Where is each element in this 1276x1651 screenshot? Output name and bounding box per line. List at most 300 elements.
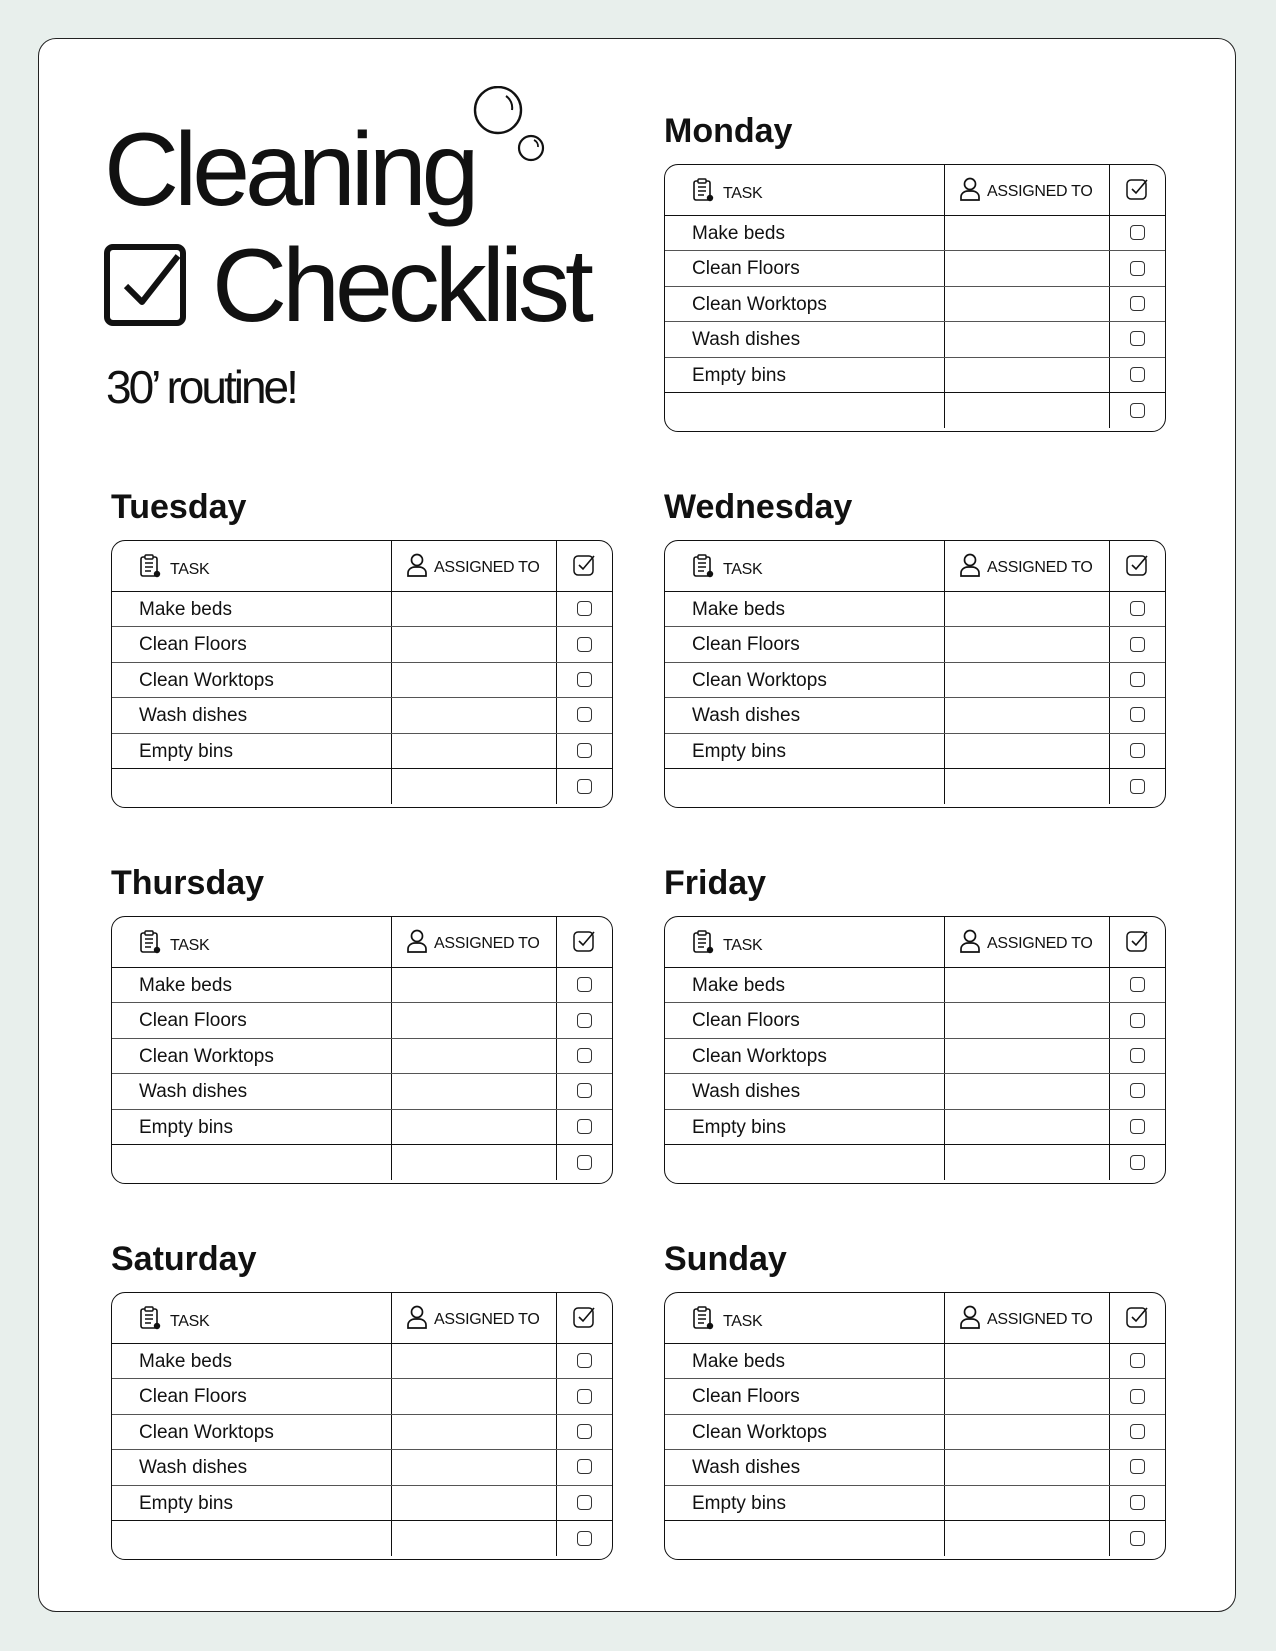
table-row [112,1450,612,1485]
task-table-monday [664,164,1166,432]
task-cell [665,358,945,392]
task-header-label: TASK [723,185,763,202]
done-checkbox[interactable] [1130,403,1145,418]
table-row [665,592,1165,627]
done-checkbox[interactable] [1130,331,1145,346]
table-row [665,1415,1165,1450]
table-row [665,251,1165,286]
day-title-tuesday: Tuesday [111,488,247,526]
clipboard-list-icon [691,553,715,579]
day-section-monday [664,112,1166,432]
task-cell [665,663,945,697]
task-cell [665,1074,945,1108]
task-label: Wash dishes [692,329,801,351]
done-checkbox[interactable] [1130,1389,1145,1404]
table-row [665,698,1165,733]
task-table-friday [664,916,1166,1184]
table-header [112,541,612,592]
done-cell [557,592,612,626]
task-cell [112,1521,392,1556]
task-label: Wash dishes [139,1081,248,1103]
day-section-friday [664,864,1166,1184]
done-checkbox[interactable] [1130,1155,1145,1170]
task-cell [665,1039,945,1073]
done-checkbox[interactable] [1130,1048,1145,1063]
task-label: Clean Floors [139,1010,247,1032]
done-cell [557,1415,612,1449]
assigned-to-cell[interactable] [945,216,1110,250]
task-cell [665,1379,945,1413]
task-label: Make beds [139,975,232,996]
table-row [665,1344,1165,1379]
assigned-to-cell[interactable] [945,251,1110,285]
check-square-icon [1126,1306,1148,1328]
task-table-thursday [111,916,613,1184]
task-label: Wash dishes [692,705,801,727]
day-title-friday: Friday [664,864,767,902]
title-line-2: Checklist [212,228,589,344]
assigned-to-cell[interactable] [945,627,1110,661]
task-header [665,541,945,591]
done-cell [1110,393,1165,428]
done-cell [1110,251,1165,285]
day-title-thursday: Thursday [111,864,265,902]
done-checkbox[interactable] [577,1048,592,1063]
task-cell [665,1344,945,1378]
table-row [112,1344,612,1379]
day-title-sunday: Sunday [664,1240,787,1278]
task-cell [665,592,945,626]
done-cell [557,627,612,661]
task-header [112,541,392,591]
assigned-to-cell[interactable] [945,698,1110,732]
task-label: Empty bins [692,364,786,386]
task-cell [112,1145,392,1180]
assigned-to-cell[interactable] [392,1110,557,1144]
task-header [112,1293,392,1343]
done-cell [1110,592,1165,626]
done-cell [1110,1521,1165,1556]
assigned-to-cell[interactable] [392,627,557,661]
done-cell [557,698,612,732]
day-title-monday: Monday [664,112,793,150]
assigned-to-cell[interactable] [945,1415,1110,1449]
done-checkbox[interactable] [1130,637,1145,652]
done-checkbox[interactable] [577,672,592,687]
assigned-header-label: ASSIGNED TO [434,1311,540,1328]
task-label: Make beds [692,975,785,996]
user-icon [959,553,981,577]
task-label: Clean Worktops [692,669,827,691]
assigned-to-cell[interactable] [392,592,557,626]
done-checkbox[interactable] [1130,1531,1145,1546]
table-header [112,917,612,968]
assigned-to-cell[interactable] [392,1039,557,1073]
done-cell [557,1003,612,1037]
table-row [665,1039,1165,1074]
task-table-sunday [664,1292,1166,1560]
table-row [112,1145,612,1180]
assigned-header-label: ASSIGNED TO [987,559,1093,576]
task-cell [112,1110,392,1144]
day-section-sunday [664,1240,1166,1560]
table-row [665,734,1165,769]
task-label: Empty bins [692,740,786,762]
done-checkbox[interactable] [577,1013,592,1028]
done-cell [557,1486,612,1520]
done-checkbox[interactable] [1130,779,1145,794]
task-label: Make beds [692,1351,785,1372]
assigned-to-cell[interactable] [392,1486,557,1520]
task-cell [665,393,945,428]
task-label: Wash dishes [692,1081,801,1103]
task-header-label: TASK [723,937,763,954]
day-title-saturday: Saturday [111,1240,257,1278]
check-square-icon [573,1306,595,1328]
task-label: Clean Worktops [692,1421,827,1443]
task-cell [665,1003,945,1037]
clipboard-list-icon [138,553,162,579]
assigned-to-cell[interactable] [945,734,1110,768]
done-cell [1110,322,1165,356]
check-square-icon [1126,930,1148,952]
done-checkbox[interactable] [577,743,592,758]
task-header [665,1293,945,1343]
table-row [112,968,612,1003]
done-cell [1110,663,1165,697]
assigned-header-label: ASSIGNED TO [987,935,1093,952]
task-cell [112,1003,392,1037]
done-checkbox[interactable] [1130,1119,1145,1134]
done-cell [557,1450,612,1484]
done-header [557,1293,612,1343]
clipboard-list-icon [138,929,162,955]
task-cell [112,769,392,804]
done-cell [1110,627,1165,661]
done-cell [1110,1415,1165,1449]
day-section-wednesday [664,488,1166,808]
task-label: Clean Floors [139,634,247,656]
user-icon [406,553,428,577]
assigned-to-cell[interactable] [945,663,1110,697]
task-table-tuesday [111,540,613,808]
task-table-wednesday [664,540,1166,808]
assigned-to-cell[interactable] [945,1486,1110,1520]
assigned-header-label: ASSIGNED TO [434,559,540,576]
done-header [1110,541,1165,591]
done-cell [1110,1003,1165,1037]
task-cell [112,968,392,1002]
assigned-to-cell[interactable] [945,968,1110,1002]
day-section-saturday [111,1240,613,1560]
task-label: Wash dishes [139,1457,248,1479]
table-header [665,1293,1165,1344]
task-label: Clean Floors [692,1386,800,1408]
done-checkbox[interactable] [577,601,592,616]
assigned-to-cell[interactable] [945,322,1110,356]
assigned-to-cell[interactable] [392,1003,557,1037]
assigned-to-cell[interactable] [945,1145,1110,1180]
assigned-to-cell[interactable] [392,1415,557,1449]
table-row [112,698,612,733]
done-checkbox[interactable] [1130,296,1145,311]
user-icon [959,929,981,953]
clipboard-list-icon [138,1305,162,1331]
table-row [112,1521,612,1556]
table-row [665,1145,1165,1180]
task-cell [665,216,945,250]
done-checkbox[interactable] [1130,1083,1145,1098]
task-cell [112,1074,392,1108]
task-label: Wash dishes [139,705,248,727]
assigned-to-cell[interactable] [392,1379,557,1413]
assigned-to-cell[interactable] [392,1145,557,1180]
table-row [112,1415,612,1450]
check-square-icon [104,244,188,328]
task-label: Clean Worktops [139,669,274,691]
assigned-header-label: ASSIGNED TO [987,183,1093,200]
task-label: Clean Floors [692,1010,800,1032]
done-header [557,917,612,967]
done-cell [557,1110,612,1144]
table-row [112,734,612,769]
done-cell [1110,769,1165,804]
assigned-to-cell[interactable] [945,1450,1110,1484]
assigned-to-cell[interactable] [945,1074,1110,1108]
assigned-header-label: ASSIGNED TO [434,935,540,952]
table-row [112,1039,612,1074]
done-checkbox[interactable] [1130,743,1145,758]
table-row [665,1003,1165,1038]
assigned-header [945,917,1110,967]
table-row [665,627,1165,662]
table-row [665,1110,1165,1145]
assigned-to-cell[interactable] [392,968,557,1002]
task-cell [665,698,945,732]
done-checkbox[interactable] [577,1495,592,1510]
done-cell [1110,698,1165,732]
task-cell [665,322,945,356]
task-label: Empty bins [692,1492,786,1514]
done-cell [1110,968,1165,1002]
title-line-1: Cleaning [104,112,475,228]
done-checkbox[interactable] [577,1459,592,1474]
user-icon [406,929,428,953]
done-checkbox[interactable] [577,1389,592,1404]
task-label: Make beds [692,223,785,244]
table-row [665,287,1165,322]
done-header [1110,165,1165,215]
task-label: Clean Floors [139,1386,247,1408]
done-checkbox[interactable] [577,1119,592,1134]
done-checkbox[interactable] [1130,1459,1145,1474]
task-cell [112,1450,392,1484]
task-label: Wash dishes [692,1457,801,1479]
done-checkbox[interactable] [577,1155,592,1170]
done-checkbox[interactable] [1130,261,1145,276]
table-row [665,1450,1165,1485]
task-label: Clean Floors [692,258,800,280]
user-icon [959,1305,981,1329]
task-cell [665,287,945,321]
task-cell [112,1039,392,1073]
task-label: Make beds [692,599,785,620]
assigned-to-cell[interactable] [392,1074,557,1108]
task-label: Empty bins [139,1492,233,1514]
task-label: Clean Worktops [139,1045,274,1067]
done-cell [1110,1039,1165,1073]
assigned-to-cell[interactable] [392,1450,557,1484]
task-label: Clean Worktops [692,293,827,315]
done-checkbox[interactable] [1130,1013,1145,1028]
day-section-tuesday [111,488,613,808]
clipboard-list-icon [691,177,715,203]
assigned-to-cell[interactable] [945,1110,1110,1144]
assigned-header [392,1293,557,1343]
done-cell [557,1074,612,1108]
task-label: Make beds [139,599,232,620]
assigned-to-cell[interactable] [945,1521,1110,1556]
table-row [665,393,1165,428]
assigned-to-cell[interactable] [392,1344,557,1378]
assigned-to-cell[interactable] [945,1003,1110,1037]
done-checkbox[interactable] [1130,601,1145,616]
done-header [1110,1293,1165,1343]
assigned-to-cell[interactable] [392,734,557,768]
task-header-label: TASK [723,561,763,578]
done-cell [1110,1450,1165,1484]
done-checkbox[interactable] [1130,707,1145,722]
task-cell [112,1344,392,1378]
table-row [112,1003,612,1038]
done-checkbox[interactable] [577,1531,592,1546]
done-header [557,541,612,591]
assigned-to-cell[interactable] [945,358,1110,392]
task-cell [112,663,392,697]
assigned-header [392,917,557,967]
done-checkbox[interactable] [1130,367,1145,382]
assigned-to-cell[interactable] [945,1039,1110,1073]
task-cell [665,251,945,285]
task-cell [665,1415,945,1449]
assigned-to-cell[interactable] [945,393,1110,428]
done-checkbox[interactable] [577,977,592,992]
task-cell [112,1486,392,1520]
assigned-to-cell[interactable] [392,1521,557,1556]
assigned-to-cell[interactable] [945,592,1110,626]
assigned-header [945,541,1110,591]
done-checkbox[interactable] [1130,1495,1145,1510]
done-cell [1110,216,1165,250]
task-cell [665,968,945,1002]
assigned-to-cell[interactable] [945,1344,1110,1378]
table-row [665,216,1165,251]
table-header [665,165,1165,216]
task-cell [665,1486,945,1520]
done-checkbox[interactable] [1130,1353,1145,1368]
done-checkbox[interactable] [1130,1424,1145,1439]
done-checkbox[interactable] [577,779,592,794]
table-header [112,1293,612,1344]
day-title-wednesday: Wednesday [664,488,853,526]
table-row [665,1486,1165,1521]
table-row [665,358,1165,393]
done-checkbox[interactable] [1130,977,1145,992]
task-label: Make beds [139,1351,232,1372]
assigned-to-cell[interactable] [392,663,557,697]
table-row [665,322,1165,357]
day-section-thursday [111,864,613,1184]
done-cell [1110,1379,1165,1413]
check-square-icon [573,930,595,952]
table-row [112,1110,612,1145]
task-table-saturday [111,1292,613,1560]
task-label: Empty bins [139,740,233,762]
done-checkbox[interactable] [1130,672,1145,687]
task-header [665,917,945,967]
done-checkbox[interactable] [577,637,592,652]
task-cell [112,734,392,768]
done-cell [1110,1486,1165,1520]
task-cell [665,769,945,804]
task-cell [112,1415,392,1449]
task-cell [112,698,392,732]
task-cell [665,734,945,768]
assigned-to-cell[interactable] [945,769,1110,804]
done-checkbox[interactable] [1130,225,1145,240]
clipboard-list-icon [691,1305,715,1331]
assigned-to-cell[interactable] [392,769,557,804]
task-label: Empty bins [692,1116,786,1138]
task-label: Clean Worktops [139,1421,274,1443]
task-header-label: TASK [170,561,210,578]
done-checkbox[interactable] [577,1353,592,1368]
table-row [665,1074,1165,1109]
assigned-header [945,1293,1110,1343]
done-checkbox[interactable] [577,707,592,722]
user-icon [959,177,981,201]
task-header-label: TASK [723,1313,763,1330]
task-header-label: TASK [170,937,210,954]
done-checkbox[interactable] [577,1083,592,1098]
clipboard-list-icon [691,929,715,955]
task-cell [665,1450,945,1484]
table-row [665,1379,1165,1414]
done-cell [1110,734,1165,768]
done-cell [557,1145,612,1180]
done-cell [1110,1145,1165,1180]
table-header [665,541,1165,592]
table-row [112,1379,612,1414]
assigned-to-cell[interactable] [945,287,1110,321]
assigned-header [945,165,1110,215]
task-cell [112,627,392,661]
task-header [112,917,392,967]
task-header [665,165,945,215]
assigned-header-label: ASSIGNED TO [987,1311,1093,1328]
task-cell [112,592,392,626]
done-cell [557,734,612,768]
assigned-to-cell[interactable] [945,1379,1110,1413]
assigned-to-cell[interactable] [392,698,557,732]
done-checkbox[interactable] [577,1424,592,1439]
check-square-icon [1126,554,1148,576]
bubbles-icon [472,86,552,176]
task-cell [665,1145,945,1180]
done-cell [557,968,612,1002]
task-label: Clean Worktops [692,1045,827,1067]
table-header [665,917,1165,968]
